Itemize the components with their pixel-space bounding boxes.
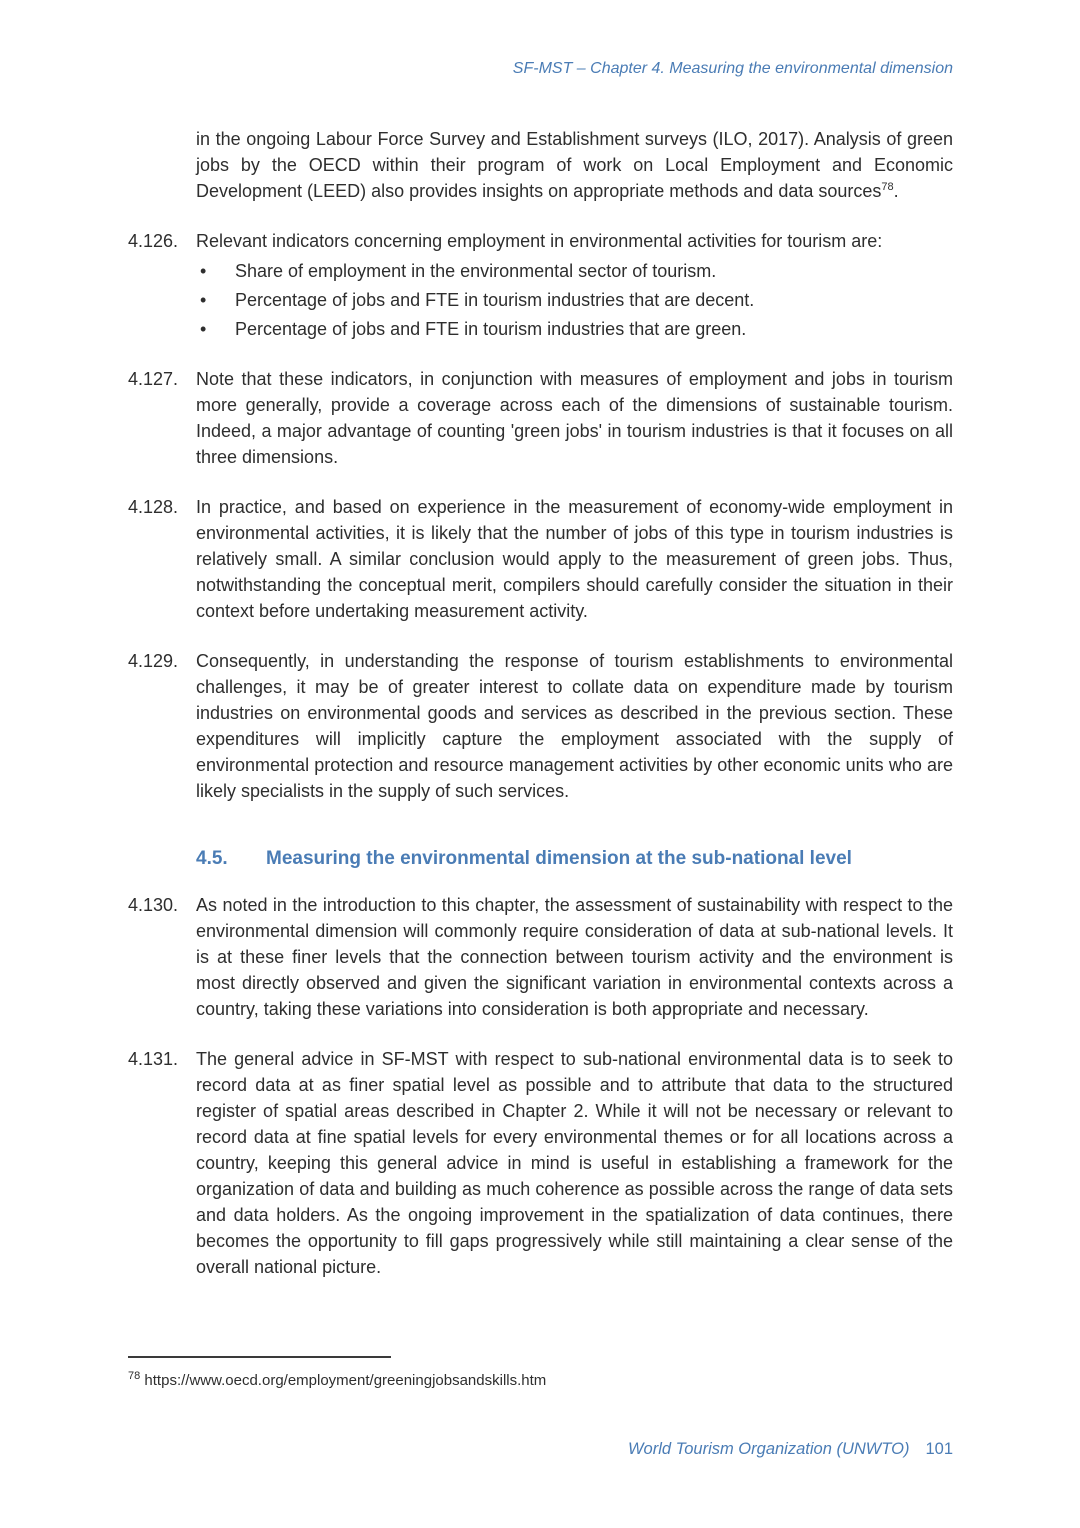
paragraph-text <box>196 126 953 204</box>
paragraph-number <box>128 126 196 204</box>
paragraph-intro <box>128 126 953 204</box>
paragraph-4-129 <box>128 648 953 804</box>
paragraph-4-128 <box>128 494 953 624</box>
paragraph-number: 4.128. <box>128 497 179 517</box>
footnote-separator <box>128 1356 391 1358</box>
paragraph-number: 4.129. <box>128 651 179 671</box>
paragraph-number: 4.126. <box>128 231 179 251</box>
paragraph-intro-text: in the ongoing Labour Force Survey and Establishment surveys (ILO, 2017). Analysis of green jobs by the OECD within their program of work on Local Employment and Economic Development (LEED) also provides insights on appropriate methods and data sources <box>196 129 953 201</box>
footnote <box>128 1356 546 1392</box>
paragraph-4-130 <box>128 892 953 1022</box>
paragraph-text: The general advice in SF-MST with respect to sub-national environmental data is to seek to record data at as finer spatial level as possible and to attribute that data to the structured register of spatial areas described in Chapter 2. While it will not be necessary or relevant to record data at fine spatial levels for every environmental themes or for all locations across a country, keeping this general advice in mind is useful in establishing a framework for the organization of data and building as much coherence as possible across the range of data sets and data holders. As the ongoing improvement in the spatialization of data continues, there becomes the opportunity to fill gaps progressively while still maintaining a clear sense of the overall national picture. <box>196 1049 953 1277</box>
running-header: SF-MST – Chapter 4. Measuring the environmental dimension <box>512 60 953 77</box>
section-heading <box>196 846 953 872</box>
paragraph-text: In practice, and based on experience in the measurement of economy-wide employment in environmental activities, it is likely that the number of jobs of this type in tourism industries is relatively small. A similar conclusion would apply to the measurement of green jobs. Thus, notwithstanding the conceptual merit, compilers should carefully consider the situation in their context before undertaking measurement activity. <box>196 497 953 621</box>
page-footer <box>628 1440 953 1459</box>
paragraph-number: 4.131. <box>128 1049 179 1069</box>
page-content <box>128 126 953 1304</box>
paragraph-4-127 <box>128 366 953 470</box>
page-number: 101 <box>925 1440 953 1458</box>
footer-organization: World Tourism Organization (UNWTO) <box>627 1440 910 1458</box>
paragraph-4-131 <box>128 1046 953 1280</box>
list-item: • Share of employment in the environmental sector of tourism. <box>196 258 953 284</box>
list-item: • Percentage of jobs and FTE in tourism industries that are decent. <box>196 287 953 313</box>
paragraph-4-126-text: Relevant indicators concerning employment in environmental activities for tourism are: <box>196 231 883 251</box>
indicator-list <box>196 258 953 342</box>
section-heading-title: Measuring the environmental dimension at the sub-national level <box>266 848 852 869</box>
paragraph-number: 4.130. <box>128 895 179 915</box>
paragraph-number: 4.127. <box>128 369 179 389</box>
section-heading-number: 4.5. <box>196 848 228 869</box>
list-item: • Percentage of jobs and FTE in tourism industries that are green. <box>196 316 953 342</box>
footnote-url: https://www.oecd.org/employment/greeningjobsandskills.htm <box>144 1372 547 1389</box>
paragraph-4-126 <box>128 228 953 342</box>
paragraph-text <box>196 228 953 342</box>
footnote-marker: 78 <box>128 1370 141 1382</box>
footnote-text-line <box>128 1370 546 1392</box>
paragraph-text: Note that these indicators, in conjunction with measures of employment and jobs in tourism more generally, provide a coverage across each of the dimensions of sustainable tourism. Indeed, a major advantage of counting 'green jobs' in tourism industries is that it focuses on all three dimensions. <box>196 369 953 467</box>
paragraph-text: Consequently, in understanding the response of tourism establishments to environmental challenges, it may be of greater interest to collate data on expenditure made by tourism industries on environmental goods and services as described in the previous section. These expenditures will implicitly capture the employment associated with the supply of environmental protection and resource management activities by other economic units who are likely specialists in the supply of such services. <box>196 651 953 801</box>
footnote-reference: 78 <box>881 181 894 193</box>
paragraph-intro-period: . <box>893 181 899 201</box>
paragraph-text: As noted in the introduction to this chapter, the assessment of sustainability with respect to the environmental dimension will commonly require consideration of data at sub-national levels. It is at these finer levels that the connection between tourism activity and the environment is most directly observed and given the significant variation in environmental contexts across a country, taking these variations into consideration is both appropriate and necessary. <box>196 895 953 1019</box>
